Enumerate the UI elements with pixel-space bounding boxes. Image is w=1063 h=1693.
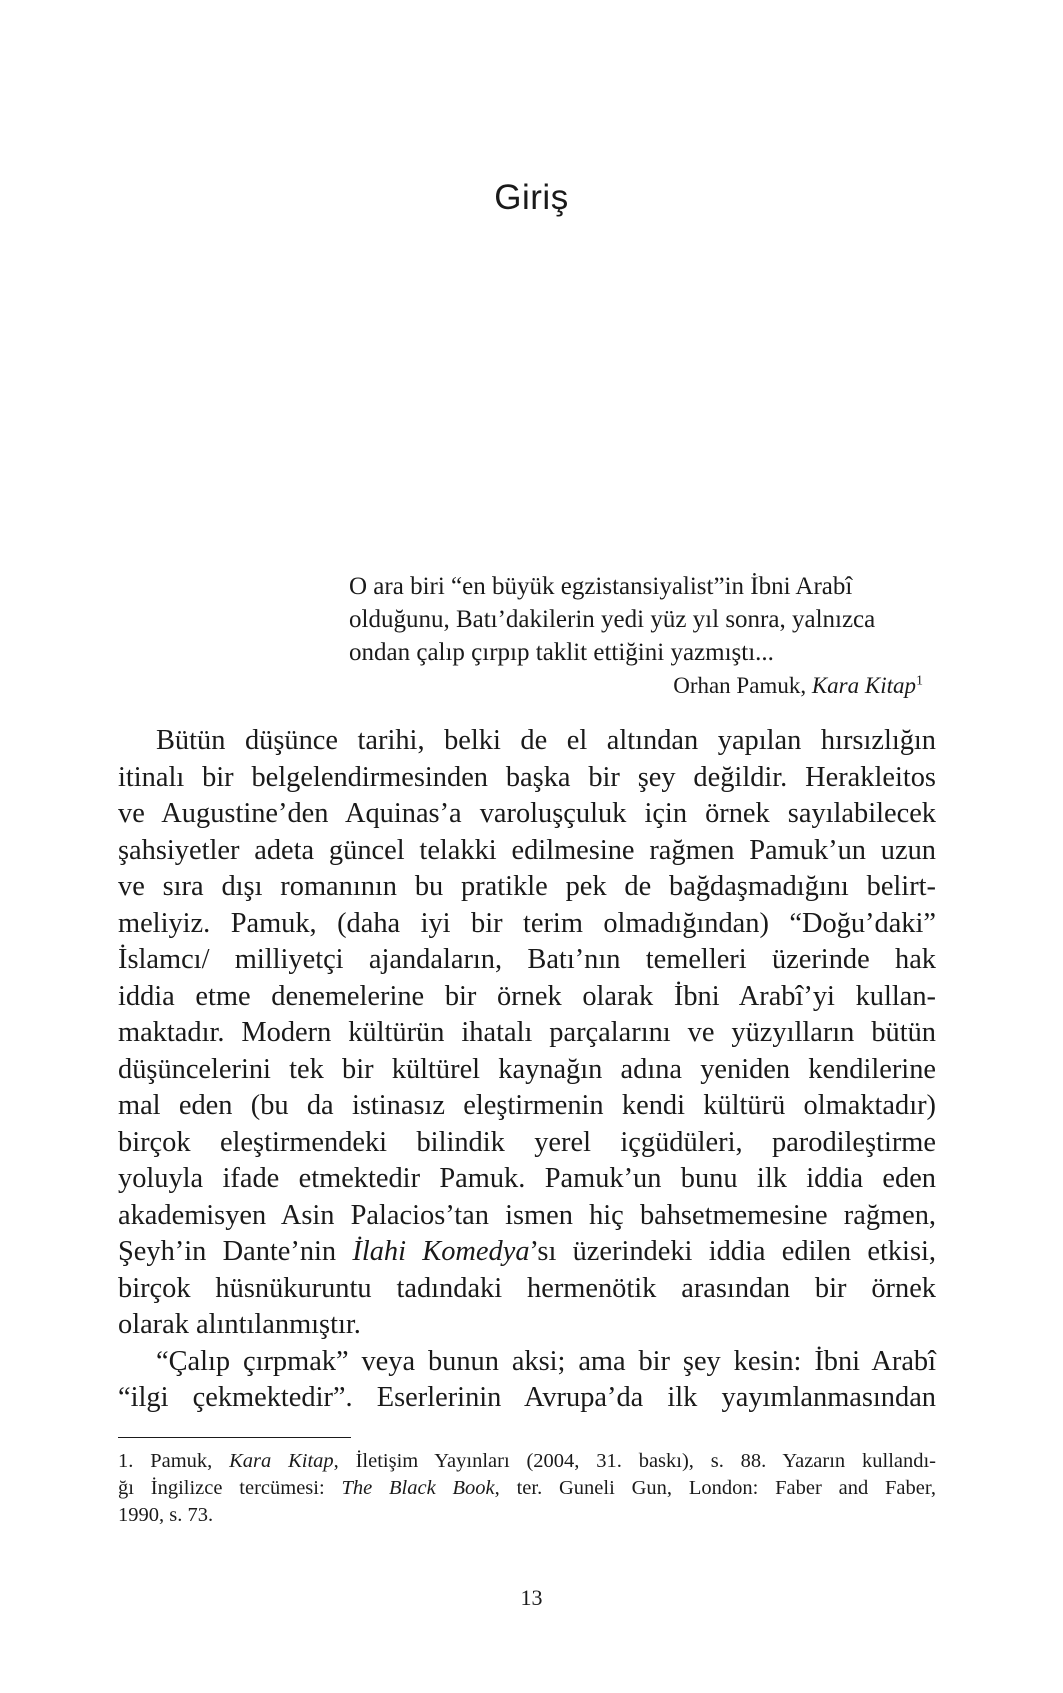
text-line: iddia etme denemelerine bir örnek olarak İbni Arabî’yi kullan- [118,980,936,1012]
footnote-number: 1. [118,1450,151,1472]
text-line: mal eden (bu da istinasız eleştirmenin kendi kültürü olmaktadır) [118,1090,936,1121]
text-line: “Çalıp çırpmak” veya bunun aksi; ama bir şey kesin: İbni Arabî [156,1345,936,1377]
text-line: olarak alıntılanmıştır. [118,1309,361,1340]
text-line: yoluyla ifade etmektedir Pamuk. Pamuk’un bunu ilk iddia eden [118,1163,936,1194]
text-line: meliyiz. Pamuk, (daha iyi bir terim olmadığından) “Doğu’daki” [118,907,936,939]
work-title: İlahi Komedya [352,1236,530,1267]
text-fragment: , ter. Guneli Gun, London: Faber and Faber, [494,1477,936,1499]
text-line [118,1234,936,1271]
epigraph-line: olduğunu, Batı’dakilerin yedi yüz yıl sonra, yalnızca [349,606,876,633]
text-line: Bütün düşünce tarihi, belki de el altından yapılan hırsızlığın [156,725,936,756]
text-line: düşüncelerini tek bir kültürel kaynağın adına yeniden kendilerine [118,1053,936,1085]
epigraph-line: O ara biri “en büyük egzistansiyalist”in İbni Arabî [349,573,853,600]
footnote [118,1448,936,1529]
text-fragment: ğı İngilizce tercümesi: [118,1477,342,1499]
text-line: birçok eleştirmendeki bilindik yerel içgüdüleri, parodileştirme [118,1126,936,1158]
text-fragment: Şeyh’in Dante’nin [118,1236,353,1267]
text-line: “ilgi çekmektedir”. Eserlerinin Avrupa’da ilk yayımlanmasından [118,1382,936,1413]
epigraph-line: ondan çalıp çırpıp taklit ettiğini yazmıştı... [349,639,774,666]
work-title: Kara Kitap [229,1450,334,1472]
text-line: ve Augustine’den Aquinas’a varoluşçuluk için örnek sayılabilecek [118,798,936,829]
text-line: birçok hüsnükuruntu tadındaki hermenötik arasından bir örnek [118,1272,936,1304]
text-line: itinalı bir belgelendirmesinden başka bir şey değildir. Herakleitos [118,761,936,793]
text-line: şahsiyetler adeta güncel telakki edilmesine rağmen Pamuk’un uzun [118,834,936,866]
text-line: maktadır. Modern kültürün ihatalı parçalarını ve yüzyılların bütün [118,1017,936,1048]
epigraph [349,570,923,702]
work-title: The Black Book [341,1477,495,1499]
footnote-line: 1990, s. 73. [118,1504,214,1526]
body-text [118,723,936,1417]
footnote-line [118,1475,936,1502]
text-line: ve sıra dışı romanının bu pratikle pek de bağdaşmadığını belirt- [118,871,936,902]
chapter-title: Giriş [494,178,569,217]
epigraph-attribution [349,669,923,702]
footnote-line [118,1448,936,1475]
epigraph-author: Orhan Pamuk, [673,673,812,698]
text-line: akademisyen Asin Palacios’tan ismen hiç bahsetmemesine rağmen, [118,1199,936,1231]
text-fragment: , İletişim Yayınları (2004, 31. baskı), s. 88. Yazarın kullandı- [333,1450,937,1472]
footnote-reference: 1 [916,673,923,689]
text-line: İslamcı/ milliyetçi ajandaların, Batı’nın temelleri üzerinde hak [118,944,936,975]
paragraph [118,1344,936,1417]
paragraph [118,723,936,1344]
page-number: 13 [520,1585,543,1610]
text-fragment: Pamuk, [150,1450,230,1472]
footnote-divider [118,1437,351,1438]
text-fragment: ’sı üzerindeki iddia edilen etkisi, [529,1236,936,1267]
epigraph-work-title: Kara Kitap [811,673,916,698]
